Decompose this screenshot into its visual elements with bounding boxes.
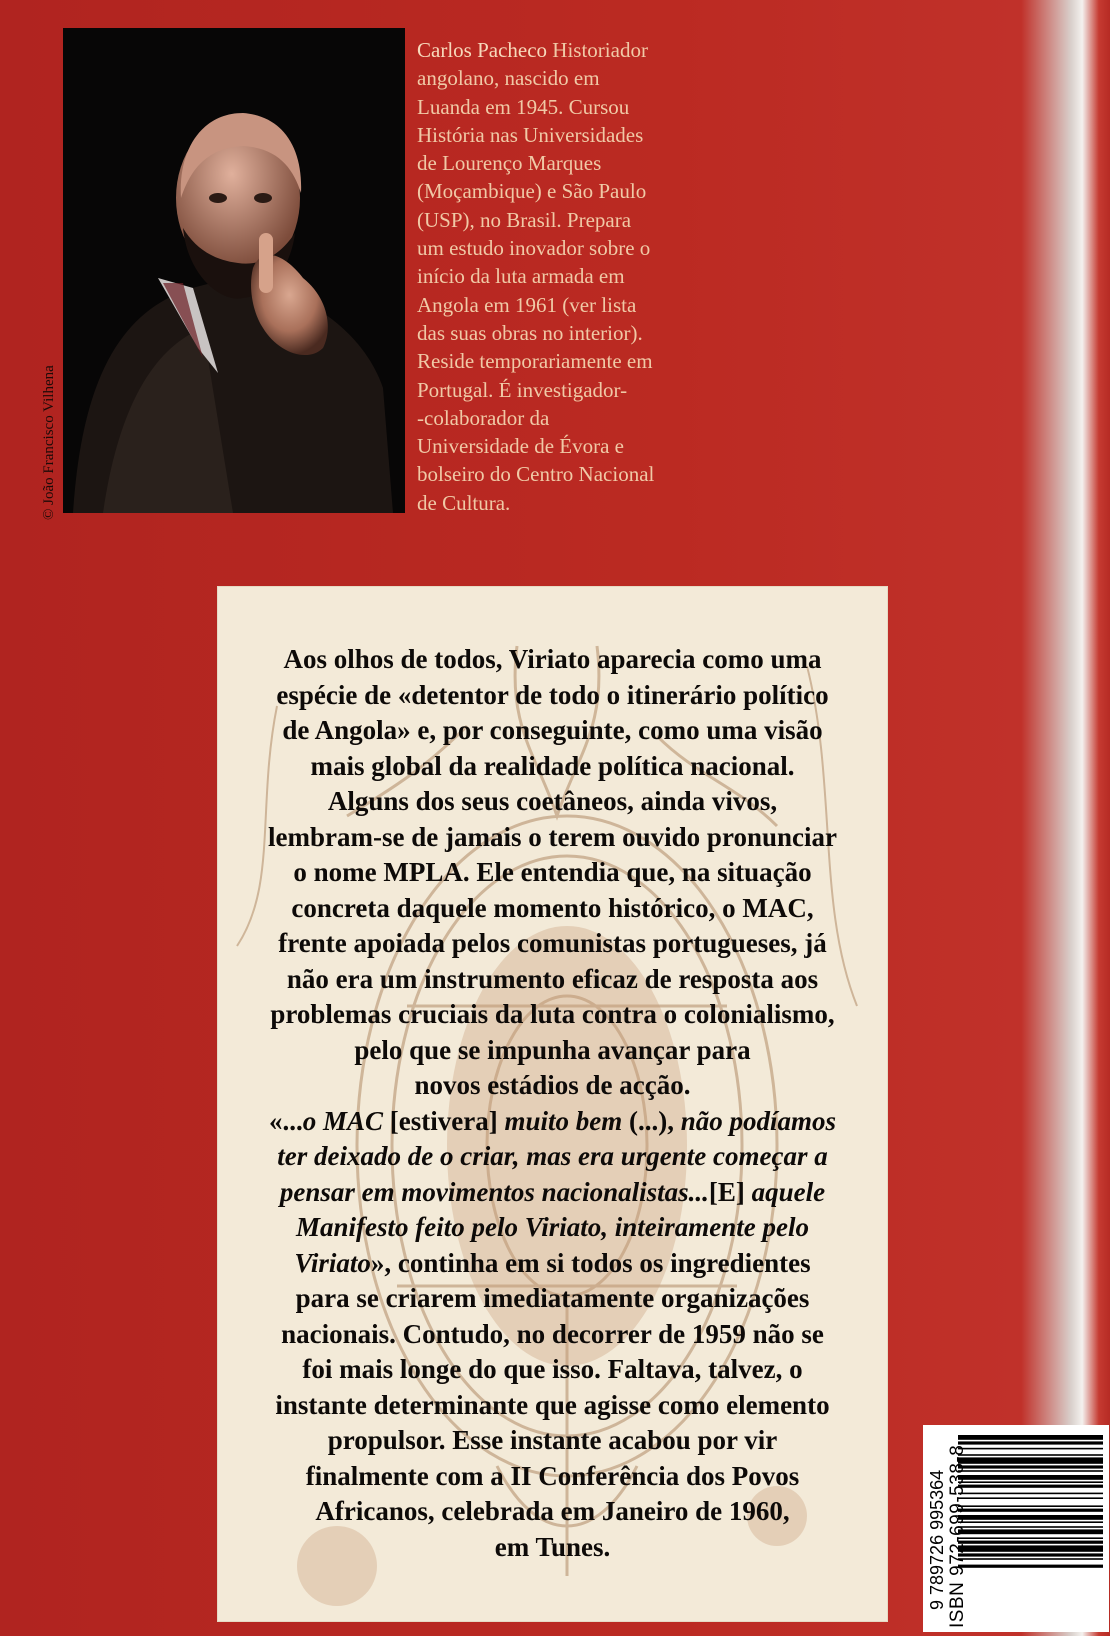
text-line: não era um instrumento eficaz de resposta aos: [286, 963, 819, 994]
text-line: novos estádios de acção.: [414, 1070, 691, 1100]
text-line: o nome MPLA. Ele entendia que, na situação: [293, 857, 812, 887]
barcode-bar: [958, 1493, 1103, 1495]
barcode-bars: [958, 1435, 1103, 1625]
text-line: propulsor. Esse instante acabou por vir: [327, 1425, 778, 1455]
text-line: Alguns dos seus coetâneos, ainda vivos,: [327, 786, 778, 816]
text-line: frente apoiada pelos comunistas portugueses, já: [278, 928, 827, 958]
barcode-bar: [958, 1505, 1103, 1507]
barcode-bar: [958, 1545, 1103, 1551]
text-line: de Angola» e, por conseguinte, como uma visão: [282, 715, 823, 745]
text-line: Viriato», continha em si todos os ingredientes: [294, 1247, 811, 1278]
barcode-bar: [958, 1465, 1103, 1468]
isbn-label: ISBN 972-699-538-8: [947, 1444, 968, 1628]
barcode-bar: [958, 1441, 1103, 1444]
author-bio-text: Historiador angolano, nascido em Luanda em 1945. Cursou História nas Universidades de Lourenço Marques (Moçambique) e São Paulo (USP), no Brasil. Prepara um estudo inovador sobre o início da luta armada em Angola em 1961 (ver lista das suas obras no interior). Reside temporariamente em Portugal. É investigador- -colaborador da Universidade de Évora e bolseiro do Centro Nacional de Cultura.: [417, 38, 655, 515]
barcode-bar: [958, 1565, 1103, 1568]
author-photo: [63, 28, 405, 513]
barcode-bar: [958, 1541, 1103, 1544]
text-line: concreta daquele momento histórico, o MAC,: [291, 892, 814, 923]
barcode-bar: [958, 1526, 1103, 1528]
barcode-bar: [958, 1521, 1103, 1523]
text-line: mais global da realidade política nacional.: [310, 750, 795, 781]
author-bio: [417, 36, 727, 517]
barcode-bar: [958, 1497, 1103, 1499]
text-line: ter deixado de o criar, mas era urgente começar a: [277, 1141, 828, 1171]
barcode-bar: [958, 1515, 1103, 1520]
author-name: Carlos Pacheco: [417, 38, 548, 62]
text-line: lembram-se de jamais o terem ouvido pronunciar: [268, 821, 837, 852]
text-line: finalmente com a II Conferência dos Povos: [305, 1460, 800, 1491]
barcode-bar: [958, 1454, 1103, 1456]
barcode-bar: [958, 1529, 1103, 1534]
photo-credit: © João Francisco Vilhena: [41, 365, 57, 520]
barcode-bar: [958, 1457, 1103, 1463]
text-line: nacionais. Contudo, no decorrer de 1959 não se: [281, 1318, 824, 1349]
text-line: instante determinante que agisse como elemento: [275, 1389, 830, 1420]
text-line: problemas cruciais da luta contra o colonialismo,: [270, 999, 835, 1029]
barcode-bar: [958, 1509, 1103, 1512]
text-line: Manifesto feito pelo Viriato, inteiramente pelo: [296, 1212, 809, 1242]
text-line: para se criarem imediatamente organizações: [295, 1283, 810, 1313]
quote-text: [217, 642, 888, 1565]
barcode-bar: [958, 1470, 1103, 1472]
text-line: espécie de «detentor de todo o itinerário político: [276, 679, 829, 710]
quote-panel: [217, 586, 888, 1622]
barcode-digits: 9 789726 995364: [927, 1469, 947, 1610]
barcode-bar: [958, 1475, 1103, 1480]
text-line: pelo que se impunha avançar para: [354, 1034, 751, 1065]
text-line: Africanos, celebrada em Janeiro de 1960,: [315, 1496, 790, 1526]
barcode-bar: [958, 1553, 1103, 1556]
text-line: «...o MAC [estivera] muito bem (...), não podíamos: [269, 1105, 836, 1136]
barcode-bar: [958, 1485, 1103, 1488]
text-line: pensar em movimentos nacionalistas...[E] aquele: [279, 1176, 826, 1207]
text-line: em Tunes.: [494, 1531, 611, 1562]
barcode-bar: [958, 1448, 1103, 1450]
text-line: Aos olhos de todos, Viriato aparecia como uma: [283, 644, 822, 674]
barcode-bar: [958, 1558, 1103, 1560]
barcode-bar: [958, 1481, 1103, 1483]
barcode-bar: [958, 1435, 1103, 1440]
barcode-bar: [958, 1537, 1103, 1539]
text-line: foi mais longe do que isso. Faltava, talvez, o: [302, 1354, 803, 1384]
